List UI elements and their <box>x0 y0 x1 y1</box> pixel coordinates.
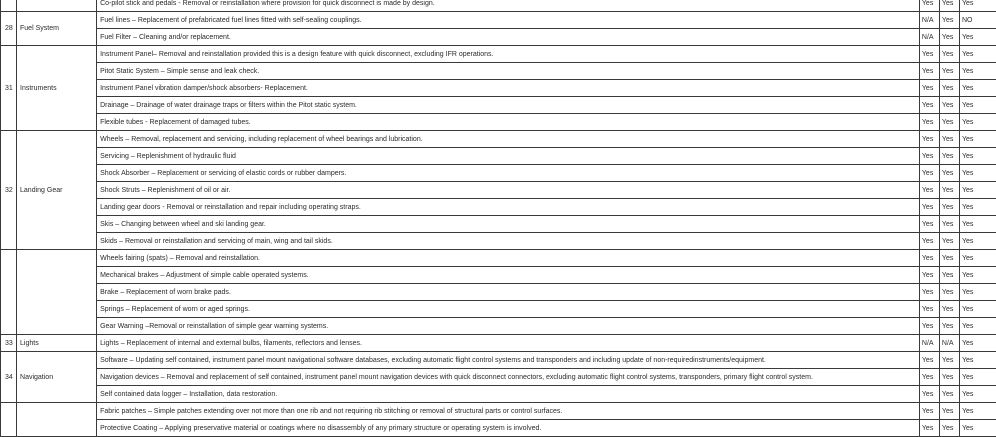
applicability-col-1: Yes <box>919 80 939 97</box>
task-description: Springs – Replacement of worn or aged springs. <box>97 301 920 318</box>
applicability-col-1: N/A <box>919 29 939 46</box>
task-description: Fuel Filter – Cleaning and/or replacement. <box>97 29 920 46</box>
table-row <box>1 420 996 437</box>
applicability-col-1: Yes <box>919 131 939 148</box>
table-row <box>1 369 996 386</box>
applicability-col-3: Yes <box>959 46 996 63</box>
task-description: Gear Warning –Removal or reinstallation of simple gear warning systems. <box>97 318 920 335</box>
applicability-col-1: Yes <box>919 199 939 216</box>
applicability-col-1: Yes <box>919 165 939 182</box>
applicability-col-2: Yes <box>939 301 959 318</box>
applicability-col-3: Yes <box>959 29 996 46</box>
task-description: Fuel lines – Replacement of prefabricated fuel lines fitted with self-sealing couplings. <box>97 12 920 29</box>
applicability-col-1: Yes <box>919 63 939 80</box>
applicability-col-1: Yes <box>919 216 939 233</box>
task-description: Shock Struts – Replenishment of oil or air. <box>97 182 920 199</box>
applicability-col-3: Yes <box>959 284 996 301</box>
applicability-col-1: Yes <box>919 148 939 165</box>
applicability-col-3: Yes <box>959 335 996 352</box>
applicability-col-2: Yes <box>939 182 959 199</box>
task-description: Co-pilot stick and pedals - Removal or reinstallation where provision for quick disconnect is made by design. <box>97 0 920 12</box>
task-description: Drainage – Drainage of water drainage traps or filters within the Pitot static system. <box>97 97 920 114</box>
applicability-col-3: Yes <box>959 250 996 267</box>
table-row <box>1 233 996 250</box>
task-description: Flexible tubes - Replacement of damaged tubes. <box>97 114 920 131</box>
ata-chapter-number: 33 <box>1 335 17 352</box>
task-description: Protective Coating – Applying preservative material or coatings where no disassembly of any primary structure or operating system is involved. <box>97 420 920 437</box>
table-row <box>1 199 996 216</box>
applicability-col-1: N/A <box>919 335 939 352</box>
ata-chapter-number: 32 <box>1 131 17 250</box>
applicability-col-2: Yes <box>939 0 959 12</box>
applicability-col-2: Yes <box>939 352 959 369</box>
applicability-col-2: Yes <box>939 284 959 301</box>
task-description: Shock Absorber – Replacement or servicing of elastic cords or rubber dampers. <box>97 165 920 182</box>
applicability-col-1: Yes <box>919 386 939 403</box>
applicability-col-3: Yes <box>959 114 996 131</box>
ata-system-name: Lights <box>17 335 97 352</box>
applicability-col-1: Yes <box>919 46 939 63</box>
task-description: Instrument Panel– Removal and reinstallation provided this is a design feature with quick disconnect, excluding IFR operations. <box>97 46 920 63</box>
task-description: Instrument Panel vibration damper/shock absorbers- Replacement. <box>97 80 920 97</box>
applicability-col-3: Yes <box>959 80 996 97</box>
applicability-col-2: Yes <box>939 12 959 29</box>
ata-system-name: Landing Gear <box>17 131 97 250</box>
ata-chapter-number <box>1 403 17 437</box>
ata-system-name <box>17 403 97 437</box>
applicability-col-2: Yes <box>939 80 959 97</box>
table-row <box>1 97 996 114</box>
table-row <box>1 403 996 420</box>
ata-system-name: Fuel System <box>17 12 97 46</box>
task-description: Mechanical brakes – Adjustment of simple cable operated systems. <box>97 267 920 284</box>
task-description: Brake – Replacement of worn brake pads. <box>97 284 920 301</box>
ata-chapter-number: 34 <box>1 352 17 403</box>
table-row <box>1 165 996 182</box>
table-row <box>1 216 996 233</box>
task-description: Pitot Static System – Simple sense and leak check. <box>97 63 920 80</box>
applicability-col-3: Yes <box>959 199 996 216</box>
applicability-col-2: Yes <box>939 369 959 386</box>
applicability-col-3: Yes <box>959 318 996 335</box>
applicability-col-1: Yes <box>919 318 939 335</box>
applicability-col-1: Yes <box>919 114 939 131</box>
table-row <box>1 46 996 63</box>
task-description: Wheels fairing (spats) – Removal and reinstallation. <box>97 250 920 267</box>
applicability-col-3: Yes <box>959 386 996 403</box>
table-row <box>1 301 996 318</box>
applicability-col-1: Yes <box>919 97 939 114</box>
applicability-col-2: Yes <box>939 165 959 182</box>
table-row <box>1 386 996 403</box>
applicability-col-2: Yes <box>939 386 959 403</box>
applicability-col-3: Yes <box>959 216 996 233</box>
ata-system-name: Navigation <box>17 352 97 403</box>
applicability-col-3: Yes <box>959 63 996 80</box>
table-row <box>1 250 996 267</box>
applicability-col-3: Yes <box>959 148 996 165</box>
applicability-col-1: Yes <box>919 352 939 369</box>
applicability-col-2: Yes <box>939 63 959 80</box>
applicability-col-3: Yes <box>959 0 996 12</box>
applicability-col-2: Yes <box>939 97 959 114</box>
table-row <box>1 148 996 165</box>
applicability-col-1: Yes <box>919 301 939 318</box>
task-description: Skis – Changing between wheel and ski landing gear. <box>97 216 920 233</box>
task-description: Self contained data logger – Installation, data restoration. <box>97 386 920 403</box>
applicability-col-2: Yes <box>939 199 959 216</box>
applicability-col-1: Yes <box>919 369 939 386</box>
applicability-col-2: Yes <box>939 420 959 437</box>
applicability-col-3: Yes <box>959 369 996 386</box>
applicability-col-3: Yes <box>959 233 996 250</box>
applicability-col-2: Yes <box>939 233 959 250</box>
applicability-col-3: Yes <box>959 97 996 114</box>
applicability-col-2: Yes <box>939 46 959 63</box>
table-row <box>1 131 996 148</box>
applicability-col-2: Yes <box>939 216 959 233</box>
table-row <box>1 0 996 12</box>
applicability-col-3: Yes <box>959 165 996 182</box>
ata-system-name <box>17 250 97 335</box>
applicability-col-1: Yes <box>919 250 939 267</box>
task-description: Lights – Replacement of internal and external bulbs, filaments, reflectors and lenses. <box>97 335 920 352</box>
applicability-col-2: Yes <box>939 114 959 131</box>
applicability-col-1: Yes <box>919 284 939 301</box>
applicability-col-3: Yes <box>959 403 996 420</box>
table-row <box>1 29 996 46</box>
ata-system-name <box>17 0 97 12</box>
ata-chapter-number: 28 <box>1 12 17 46</box>
task-description: Fabric patches – Simple patches extending over not more than one rib and not requiring rib stitching or removal of structural parts or control surfaces. <box>97 403 920 420</box>
applicability-col-1: Yes <box>919 420 939 437</box>
table-row <box>1 114 996 131</box>
table-row <box>1 352 996 369</box>
applicability-col-2: Yes <box>939 131 959 148</box>
table-row <box>1 12 996 29</box>
applicability-col-1: N/A <box>919 12 939 29</box>
applicability-col-1: Yes <box>919 0 939 12</box>
task-description: Software – Updating self contained, instrument panel mount navigational software databases, excluding automatic flight control systems and transponders and including update of non-requiredinstruments/equipment. <box>97 352 920 369</box>
applicability-col-2: Yes <box>939 403 959 420</box>
table-row <box>1 267 996 284</box>
applicability-col-3: Yes <box>959 420 996 437</box>
task-description: Landing gear doors - Removal or reinstallation and repair including operating straps. <box>97 199 920 216</box>
table-row <box>1 284 996 301</box>
task-description: Navigation devices – Removal and replacement of self contained, instrument panel mount navigation devices with quick disconnect connectors, excluding automatic flight control systems, transponders, primary flight control system. <box>97 369 920 386</box>
table-body <box>1 0 996 437</box>
table-row <box>1 182 996 199</box>
applicability-col-1: Yes <box>919 233 939 250</box>
applicability-col-2: Yes <box>939 250 959 267</box>
applicability-col-1: Yes <box>919 267 939 284</box>
applicability-col-1: Yes <box>919 403 939 420</box>
applicability-col-3: Yes <box>959 267 996 284</box>
applicability-col-2: Yes <box>939 267 959 284</box>
applicability-col-3: NO <box>959 12 996 29</box>
task-description: Servicing – Replenishment of hydraulic fluid <box>97 148 920 165</box>
applicability-col-2: Yes <box>939 29 959 46</box>
table-row <box>1 80 996 97</box>
applicability-col-2: Yes <box>939 318 959 335</box>
applicability-col-3: Yes <box>959 182 996 199</box>
applicability-col-3: Yes <box>959 352 996 369</box>
table-row <box>1 335 996 352</box>
applicability-col-2: Yes <box>939 148 959 165</box>
table-row <box>1 63 996 80</box>
applicability-col-2: N/A <box>939 335 959 352</box>
table-row <box>1 318 996 335</box>
task-description: Wheels – Removal, replacement and servicing, including replacement of wheel bearings and lubrication. <box>97 131 920 148</box>
applicability-col-3: Yes <box>959 301 996 318</box>
applicability-col-1: Yes <box>919 182 939 199</box>
task-description: Skids – Removal or reinstallation and servicing of main, wing and tail skids. <box>97 233 920 250</box>
applicability-col-3: Yes <box>959 131 996 148</box>
ata-chapter-number: 31 <box>1 46 17 131</box>
ata-system-name: Instruments <box>17 46 97 131</box>
ata-chapter-number <box>1 250 17 335</box>
ata-chapter-number <box>1 0 17 12</box>
